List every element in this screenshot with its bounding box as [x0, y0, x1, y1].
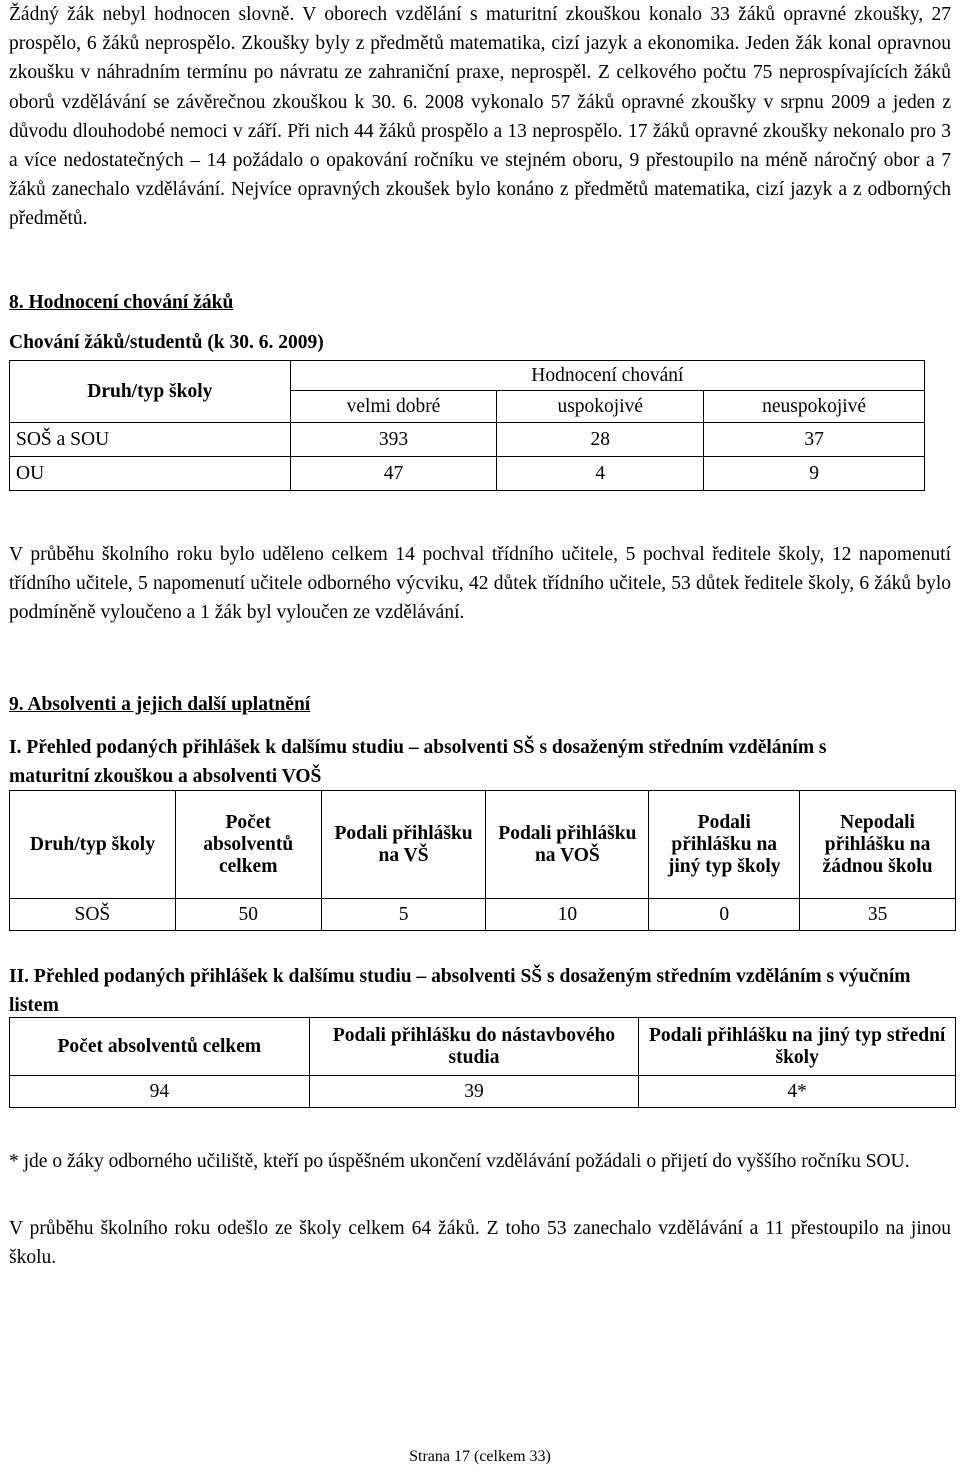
behavior-paragraph: V průběhu školního roku bylo uděleno celkem 14 pochval třídního učitele, 5 pochval ředitele školy, 12 napomenutí třídního učitele, 5 napomenutí učitele odborného výcviku, 42 důtek třídního učitele, 53 důtek ředitele školy, 6 žáků bylo podmíněně vyloučeno a 1 žák byl vyloučen ze vzdělávání. — [9, 544, 951, 624]
behavior-cell: 37 — [704, 423, 925, 457]
graduates2-cell: 39 — [309, 1076, 639, 1108]
graduates1-cell: SOŠ — [10, 899, 176, 931]
graduates-part1-caption: I. Přehled podaných přihlášek k dalšímu studiu – absolventi SŠ s dosaženým středním vzděláním s maturitní zkouškou a absolventi VOŠ — [9, 737, 827, 787]
behavior-cell: 9 — [704, 457, 925, 491]
behavior-cell: 393 — [290, 423, 497, 457]
graduates1-cell: 10 — [486, 899, 649, 931]
behavior-row-type: SOŠ a SOU — [10, 423, 291, 457]
graduates-table-1 — [9, 790, 956, 931]
graduates1-header: Podali přihlášku na jiný typ školy — [649, 791, 800, 899]
behavior-row-type: OU — [10, 457, 291, 491]
behavior-cell: 47 — [290, 457, 497, 491]
behavior-col-header: uspokojivé — [497, 391, 704, 423]
graduates1-header: Podali přihlášku na VŠ — [321, 791, 486, 899]
behavior-header-type: Druh/typ školy — [10, 361, 291, 423]
graduates-part2-caption: II. Přehled podaných přihlášek k dalšímu studiu – absolventi SŠ s dosaženým středním vzděláním s výučním listem — [9, 966, 911, 1016]
footnote: * jde o žáky odborného učiliště, kteří po úspěšném ukončení vzdělávání požádali o přijetí do vyššího ročníku SOU. — [9, 1151, 910, 1172]
behavior-table — [9, 360, 925, 491]
behavior-cell: 28 — [497, 423, 704, 457]
graduates2-header: Podali přihlášku na jiný typ střední školy — [639, 1018, 956, 1076]
behavior-cell: 4 — [497, 457, 704, 491]
behavior-col-header: velmi dobré — [290, 391, 497, 423]
behavior-col-header: neuspokojivé — [704, 391, 925, 423]
graduates1-cell: 35 — [800, 899, 956, 931]
graduates1-header: Druh/typ školy — [10, 791, 176, 899]
graduates1-cell: 0 — [649, 899, 800, 931]
behavior-table-caption: Chování žáků/studentů (k 30. 6. 2009) — [9, 332, 324, 353]
graduates1-header: Podali přihlášku na VOŠ — [486, 791, 649, 899]
graduates2-cell: 4* — [639, 1076, 956, 1108]
section-8-heading: 8. Hodnocení chování žáků — [9, 292, 234, 313]
graduates2-cell: 94 — [10, 1076, 310, 1108]
graduates-table-2 — [9, 1017, 956, 1108]
closing-paragraph: V průběhu školního roku odešlo ze školy celkem 64 žáků. Z toho 53 zanechalo vzdělávání a 11 přestoupilo na jinou školu. — [9, 1218, 951, 1269]
behavior-header-group: Hodnocení chování — [290, 361, 924, 391]
graduates2-header: Počet absolventů celkem — [10, 1018, 310, 1076]
graduates2-header: Podali přihlášku do nástavbového studia — [309, 1018, 639, 1076]
section-9-heading: 9. Absolventi a jejich další uplatnění — [9, 694, 311, 715]
page-footer: Strana 17 (celkem 33) — [409, 1448, 551, 1465]
graduates1-header: Počet absolventů celkem — [175, 791, 321, 899]
graduates1-cell: 50 — [175, 899, 321, 931]
graduates1-cell: 5 — [321, 899, 486, 931]
graduates1-header: Nepodali přihlášku na žádnou školu — [800, 791, 956, 899]
intro-paragraph: Žádný žák nebyl hodnocen slovně. V oborech vzdělání s maturitní zkouškou konalo 33 žáků opravné zkoušky, 27 prospělo, 6 žáků neprospělo. Zkoušky byly z předmětů matematika, cizí jazyk a ekonomika. Jeden žák konal opravnou zkoušku v náhradním termínu po návratu ze zahraniční praxe, neprospěl. Z celkového počtu 75 neprospívajících žáků oborů vzdělávání se závěrečnou zkouškou k 30. 6. 2008 vykonalo 57 žáků opravné zkoušky v srpnu 2009 a jeden z důvodu dlouhodobé nemoci v září. Při nich 44 žáků prospělo a 13 neprospělo. 17 žáků opravné zkoušky nekonalo pro 3 a více nedostatečných – 14 požádalo o opakování ročníku ve stejném oboru, 9 přestoupilo na méně náročný obor a 7 žáků zanechalo vzdělávání. Nejvíce opravných zkoušek bylo konáno z předmětů matematika, cizí jazyk a z odborných předmětů. — [9, 4, 951, 230]
